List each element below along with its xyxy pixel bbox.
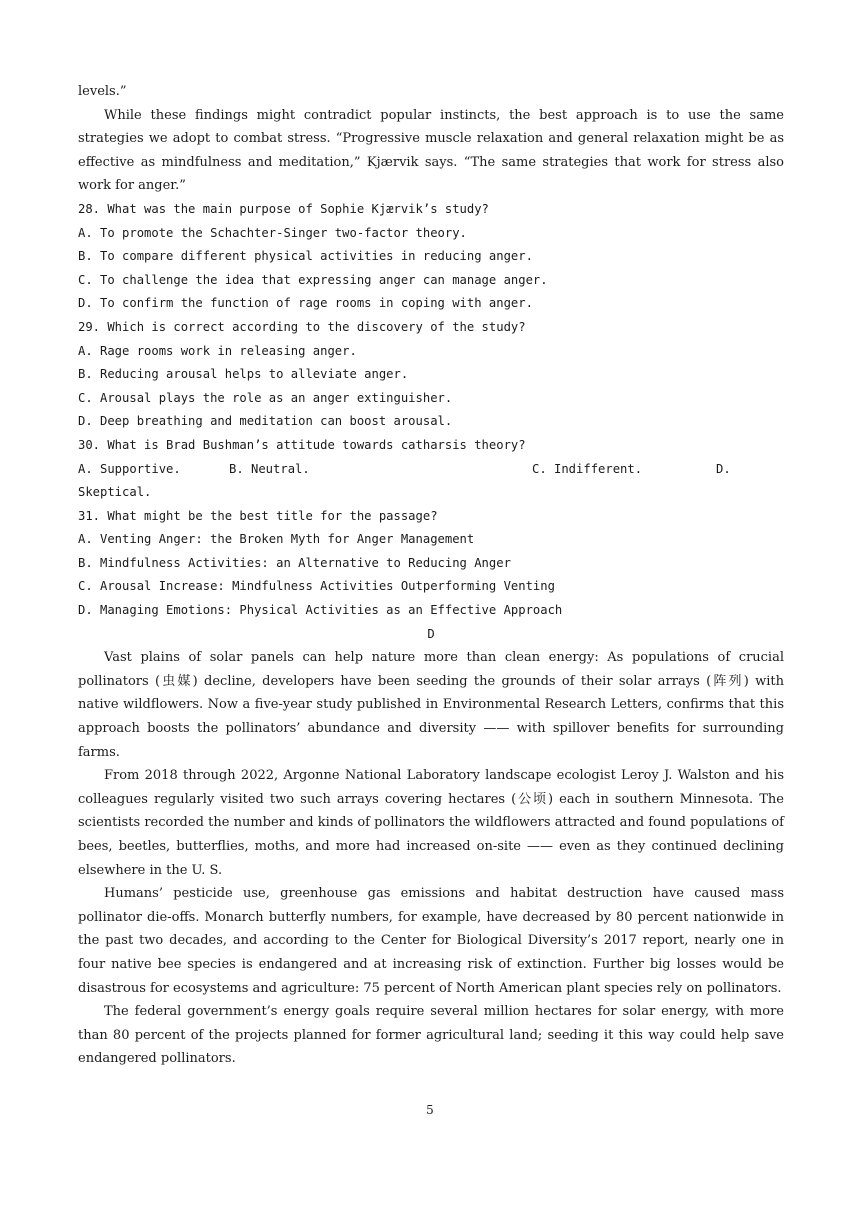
passage-d-paragraph-3: Humans’ pesticide use, greenhouse gas emissions and habitat destruction have caused mass pollinator die-offs. Monarch butterfly numbers, for example, have decreased by 80 percent nationwide in the past two decades, and according to the Center for Biological Diversity’s 2017 report, nearly one in four native bee species is endangered and at increasing risk of extinction. Further big losses would be disastrous for ecosystems and agriculture: 75 percent of North American plant species rely on pollinators. [78,886,784,996]
option-c: C. To challenge the idea that expressing anger can manage anger. [78,272,548,287]
question-29 [78,316,784,434]
passage-c-closing-line: levels.” [78,84,127,99]
passage-c-final-paragraph: While these findings might contradict popular instincts, the best approach is to use the same strategies we adopt to combat stress. “Progressive muscle relaxation and general relaxation might be as effective as mindfulness and meditation,” Kjærvik says. “The same strategies that work for stress also work for anger.” [78,107,784,194]
option-d: D. [716,461,731,476]
passage-d-paragraph-4: The federal government’s energy goals require several million hectares for solar energy, with more than 80 percent of the projects planned for former agricultural land; seeding it this way could help save endangered pollinators. [78,1004,784,1067]
option-a: A. To promote the Schachter-Singer two-factor theory. [78,225,467,240]
option-a: A. Venting Anger: the Broken Myth for Anger Management [78,532,475,547]
option-c: C. Arousal plays the role as an anger extinguisher. [78,390,453,405]
passage-d-paragraph-1: Vast plains of solar panels can help nature more than clean energy: As populations of crucial pollinators (虫媒) decline, developers have been seeding the grounds of their solar arrays (阵列) with native wildflowers. Now a five-year study published in Environmental Research Letters, confirms that this approach boosts the pollinators’ abundance and diversity —— with spillover benefits for surrounding farms. [78,650,784,760]
section-heading: D [427,626,435,641]
option-b: B. Neutral. [229,461,310,476]
option-c: C. Arousal Increase: Mindfulness Activities Outperforming Venting [78,579,555,594]
document-page [78,80,784,1071]
option-b: B. Mindfulness Activities: an Alternative to Reducing Anger [78,555,511,570]
question-stem: 30. What is Brad Bushman’s attitude towards catharsis theory? [78,437,526,452]
option-d-text: Skeptical. [78,485,152,500]
option-d: D. To confirm the function of rage rooms in coping with anger. [78,296,533,311]
option-a: A. Rage rooms work in releasing anger. [78,343,357,358]
question-stem: 29. Which is correct according to the discovery of the study? [78,319,526,334]
passage-d-paragraph-2: From 2018 through 2022, Argonne National Laboratory landscape ecologist Leroy J. Walston and his colleagues regularly visited two such arrays covering hectares (公顷) each in southern Minnesota. The scientists recorded the number and kinds of pollinators the wildflowers attracted and found populations of bees, beetles, butterflies, moths, and more had increased on-site —— even as they continued declining elsewhere in the U. S. [78,768,784,878]
options-row [78,458,784,482]
option-b: B. To compare different physical activities in reducing anger. [78,249,533,264]
question-stem: 28. What was the main purpose of Sophie Kjærvik’s study? [78,201,489,216]
question-stem: 31. What might be the best title for the passage? [78,508,438,523]
page-number: 5 [426,1103,434,1117]
option-c: C. Indifferent. [532,461,643,476]
option-a: A. Supportive. [78,461,181,476]
question-31 [78,505,784,623]
question-30 [78,434,784,505]
option-b: B. Reducing arousal helps to alleviate anger. [78,367,409,382]
question-28 [78,198,784,316]
option-d: D. Managing Emotions: Physical Activities as an Effective Approach [78,603,563,618]
option-d: D. Deep breathing and meditation can boost arousal. [78,414,453,429]
